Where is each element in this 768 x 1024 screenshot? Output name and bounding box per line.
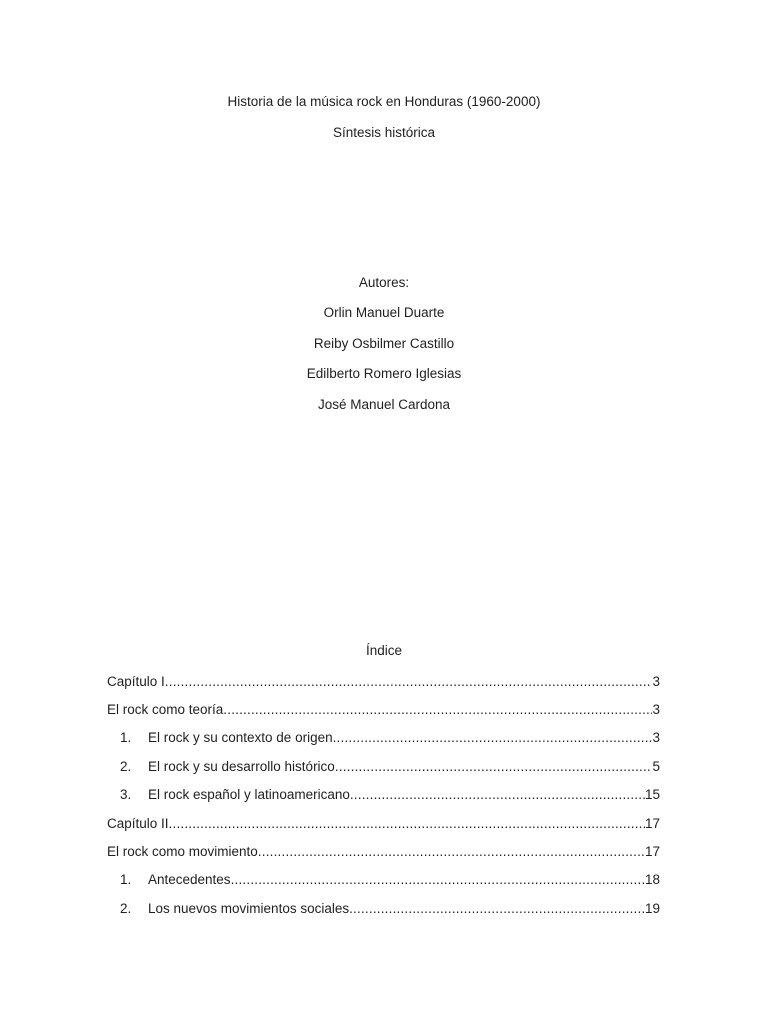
toc-entry-page: 3 [652, 674, 660, 689]
toc-entry-number: 3. [120, 787, 132, 802]
toc-entry-page: 3 [652, 702, 660, 717]
toc-entry-number: 1. [120, 872, 132, 887]
toc-entry [107, 674, 660, 689]
toc-entry-page: 3 [652, 730, 660, 745]
author-name: Edilberto Romero Iglesias [306, 366, 462, 381]
toc-entry-label: El rock como teoría [107, 702, 224, 717]
toc-entry-label: Capítulo I [107, 674, 165, 689]
author-name: José Manuel Cardona [317, 397, 451, 412]
toc-heading: Índice [365, 643, 403, 658]
toc-entry [107, 759, 660, 774]
toc-entry-page: 5 [652, 759, 660, 774]
toc-dot-leader [169, 816, 645, 831]
toc-entry-number: 2. [120, 901, 132, 916]
document-title: Historia de la música rock en Honduras (1960-2000) [227, 94, 541, 109]
toc-entry [107, 844, 660, 859]
toc-dot-leader [335, 759, 653, 774]
toc-entry-page: 17 [644, 844, 660, 859]
toc-dot-leader [349, 901, 645, 916]
toc-entry-label: Los nuevos movimientos sociales [148, 901, 350, 916]
toc-entry-page: 15 [644, 787, 660, 802]
toc-entry-page: 17 [644, 816, 660, 831]
toc-entry [107, 872, 660, 887]
toc-entry [107, 730, 660, 745]
toc-entry-label: Antecedentes [148, 872, 231, 887]
author-name: Orlin Manuel Duarte [323, 305, 445, 320]
toc-entry [107, 901, 660, 916]
toc-dot-leader [350, 787, 645, 802]
toc-entry-number: 2. [120, 759, 132, 774]
toc-entry-label: El rock y su desarrollo histórico [148, 759, 335, 774]
toc-entry-label: Capítulo II [107, 816, 169, 831]
toc-entry [107, 816, 660, 831]
authors-label: Autores: [358, 275, 410, 290]
toc-entry-label: El rock español y latinoamericano [148, 787, 350, 802]
toc-dot-leader [223, 702, 652, 717]
toc-dot-leader [165, 674, 653, 689]
toc-entry-label: El rock y su contexto de origen [148, 730, 333, 745]
toc-entry-page: 18 [644, 872, 660, 887]
toc-entry-page: 19 [644, 901, 660, 916]
toc-entry-label: El rock como movimiento [107, 844, 258, 859]
toc-entry-number: 1. [120, 730, 132, 745]
author-name: Reiby Osbilmer Castillo [313, 336, 455, 351]
toc-entry [107, 787, 660, 802]
toc-dot-leader [333, 730, 653, 745]
toc-dot-leader [258, 844, 645, 859]
toc-entry [107, 702, 660, 717]
toc-dot-leader [231, 872, 645, 887]
document-subtitle: Síntesis histórica [332, 125, 436, 140]
